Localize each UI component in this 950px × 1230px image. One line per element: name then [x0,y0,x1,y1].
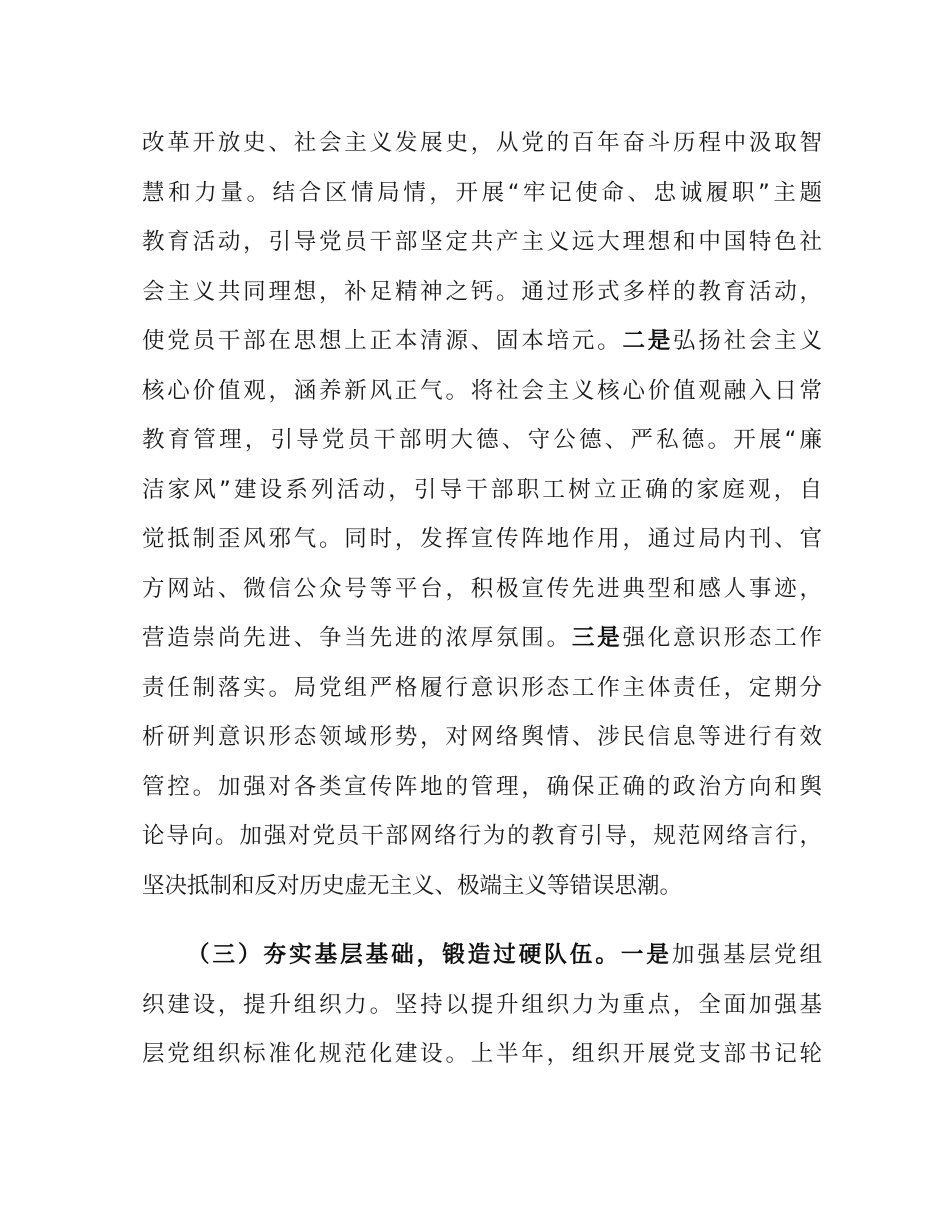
text-line [142,720,822,770]
bold-marker-second: 二是 [622,328,674,354]
text-line [142,374,822,424]
bold-marker-third: 三是 [571,625,623,651]
text-run: 方网站、微信公众号等平台，积极宣传先进典型和感人事迹， [142,575,822,602]
text-line [142,176,822,226]
text-run: 论导向。加强对党员干部网络行为的教育引导，规范网络言行， [142,823,822,849]
text-line [142,770,822,820]
text-run: 慧和力量。结合区情局情，开展“牢记使命、忠诚履职”主题 [142,179,822,206]
text-run: 教育管理，引导党员干部明大德、守公德、严私德。开展“廉 [142,427,822,453]
text-line [142,869,822,919]
text-run: 教育活动，引导党员干部坚定共产主义远大理想和中国特色社 [142,229,822,255]
text-run: 核心价值观，涵养新风正气。将社会主义核心价值观融入日常 [142,377,822,404]
text-run: 织建设，提升组织力。坚持以提升组织力为重点，全面加强基 [142,991,822,1018]
text-line [142,522,822,572]
text-run: 责任制落实。局党组严格履行意识形态工作主体责任，定期分 [142,674,822,701]
text-line [142,473,822,523]
text-run: 析研判意识形态领域形势，对网络舆情、涉民信息等进行有效 [142,724,822,750]
text-run: 加强基层党组 [671,942,822,968]
text-run: 强化意识形态工作 [622,625,822,651]
text-run: 营造崇尚先进、争当先进的浓厚氛围。 [142,625,572,651]
text-run: 觉抵制歪风邪气。同时，发挥宣传阵地作用，通过局内刊、官 [142,526,822,552]
text-line [142,423,822,473]
section-heading: （三）夯实基层基础，锻造过硬队伍。 [187,942,621,968]
text-run: 层党组织标准化规范化建设。上半年，组织开展党支部书记轮 [142,1041,822,1067]
text-run: 改革开放史、社会主义发展史，从党的百年奋斗历程中汲取智 [142,130,822,156]
text-line [142,126,822,176]
text-line [142,621,822,671]
text-line [142,324,822,374]
text-run: 弘扬社会主义 [673,328,822,354]
text-run: 管控。加强对各类宣传阵地的管理，确保正确的政治方向和舆 [142,773,822,800]
text-line [142,1037,822,1087]
text-line [142,275,822,325]
text-run: 洁家风”建设系列活动，引导干部职工树立正确的家庭观，自 [142,476,822,503]
text-line [142,988,822,1038]
text-run: 坚决抵制和反对历史虚无主义、极端主义等错误思潮。 [142,872,683,899]
text-run: 会主义共同理想，补足精神之钙。通过形式多样的教育活动， [142,278,822,305]
text-line [142,572,822,622]
paragraph-ideology [142,126,822,918]
text-line [142,671,822,721]
bold-marker-first: 一是 [620,942,672,968]
paragraph-grassroots [142,938,822,1087]
text-line [142,819,822,869]
text-line [142,225,822,275]
text-line [142,938,822,988]
text-run: 使党员干部在思想上正本清源、固本培元。 [142,328,623,354]
